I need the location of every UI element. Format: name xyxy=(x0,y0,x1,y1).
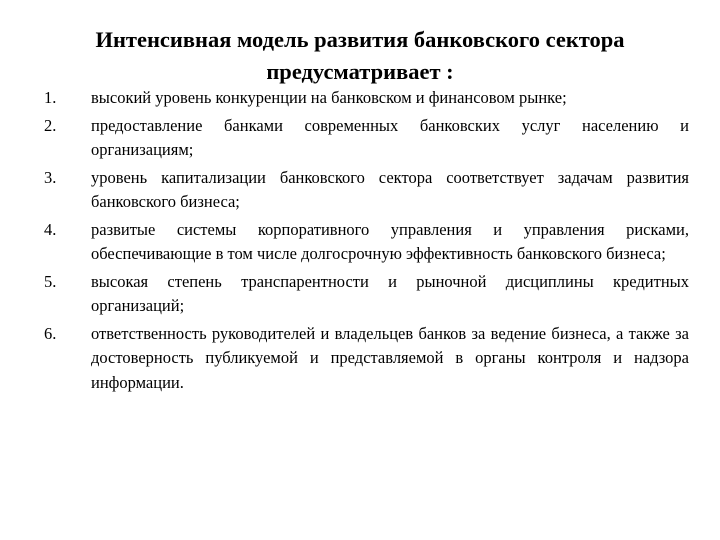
list-item xyxy=(0,218,720,267)
list-item-number: 4. xyxy=(44,219,57,239)
list-item-text: высокая степень транспарентности и рыночной дисциплины кредитных организаций; xyxy=(91,271,689,315)
list-item-number: 3. xyxy=(44,167,57,187)
list-item-text: предоставление банками современных банковских услуг населению и организациям; xyxy=(91,115,689,159)
list-item xyxy=(0,166,720,215)
list-item-number: 5. xyxy=(44,271,57,291)
list-item-number: 2. xyxy=(44,115,57,135)
list-item-text: уровень капитализации банковского сектора соответствует задачам развития банковского бизнеса; xyxy=(91,167,689,211)
list-item xyxy=(0,270,720,319)
list-item xyxy=(0,322,720,396)
list-item-text: развитые системы корпоративного управления и управления рисками, обеспечивающие в том числе долгосрочную эффективность банковского бизнеса; xyxy=(91,219,689,263)
numbered-list xyxy=(0,86,720,398)
list-item xyxy=(0,114,720,163)
slide-title: Интенсивная модель развития банковского сектора предусматривает : xyxy=(95,27,625,84)
list-item-text: ответственность руководителей и владельцев банков за ведение бизнеса, а также за достоверность публикуемой и представляемой в органы контроля и надзора информации. xyxy=(91,323,689,392)
list-item xyxy=(0,86,720,111)
list-item-number: 6. xyxy=(44,323,57,343)
list-item-text: высокий уровень конкуренции на банковском и финансовом рынке; xyxy=(91,88,567,107)
list-item-number: 1. xyxy=(44,88,57,107)
